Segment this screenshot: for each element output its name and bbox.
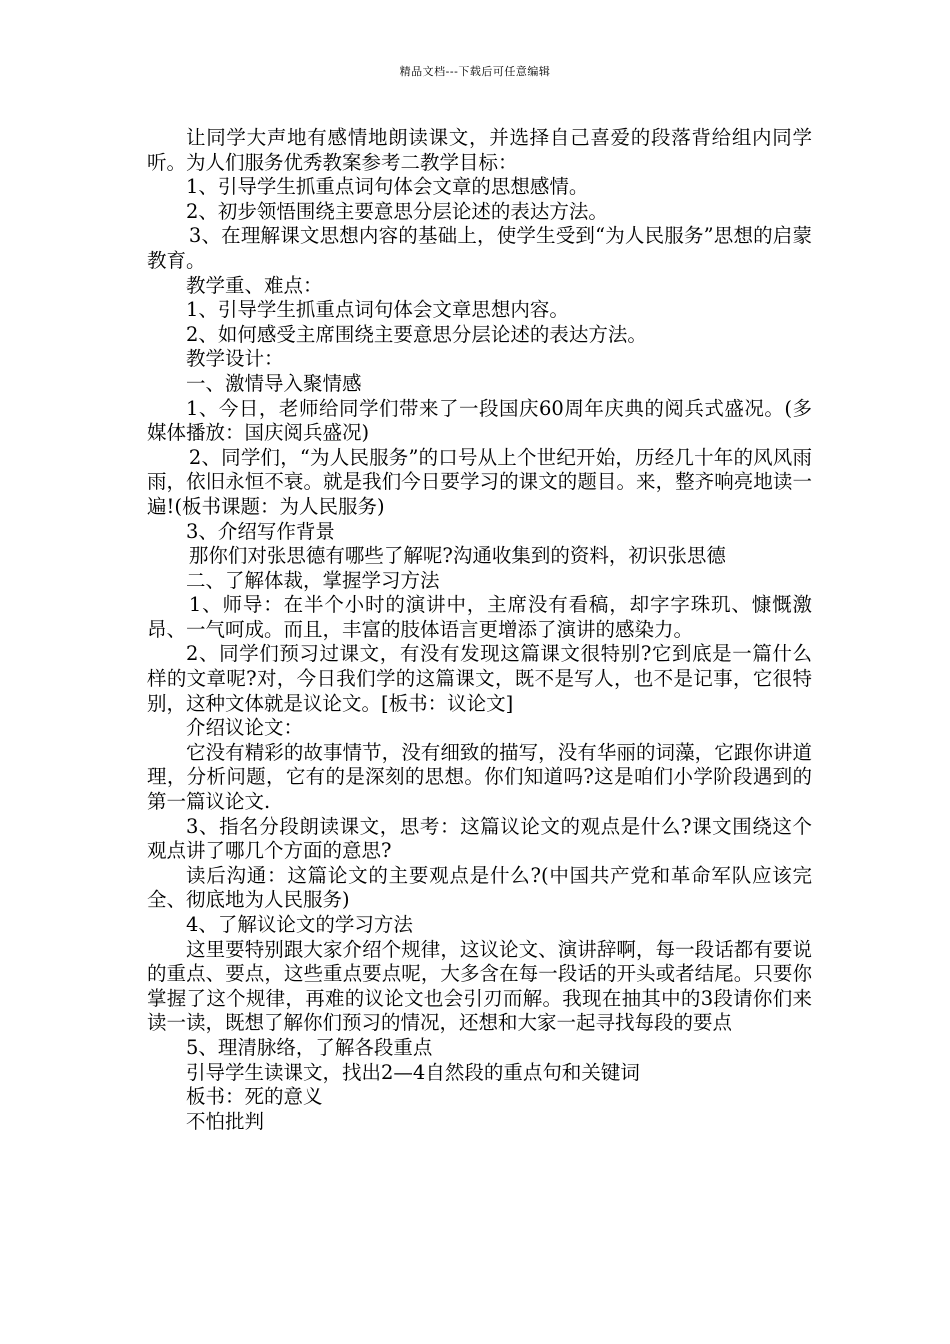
paragraph: 1、师导：在半个小时的演讲中，主席没有看稿，却字字珠玑、慷慨激昂、一气呵成。而且，丰富的肢体语言更增添了演讲的感染力。 [147, 593, 812, 641]
paragraph: 它没有精彩的故事情节，没有细致的描写，没有华丽的词藻，它跟你讲道理，分析问题，它有的是深刻的思想。你们知道吗?这是咱们小学阶段遇到的第一篇议论文. [147, 740, 812, 814]
paragraph: 让同学大声地有感情地朗读课文，并选择自己喜爱的段落背给组内同学听。为人们服务优秀教案参考二教学目标： [147, 126, 812, 174]
page-header: 精品文档---下载后可任意编辑 [399, 65, 551, 78]
paragraph: 教学重、难点： [186, 273, 323, 297]
paragraph: 板书：死的意义 [186, 1085, 323, 1109]
paragraph: 1、引导学生抓重点词句体会文章的思想感情。 [186, 175, 589, 199]
paragraph: 2、初步领悟围绕主要意思分层论述的表达方法。 [186, 199, 608, 223]
paragraph: 3、在理解课文思想内容的基础上，使学生受到“为人民服务”思想的启蒙教育。 [147, 224, 812, 272]
paragraph: 教学设计： [186, 347, 284, 371]
paragraph: 这里要特别跟大家介绍个规律，这议论文、演讲辞啊，每一段话都有要说的重点、要点，这些重点要点呢，大多含在每一段话的开头或者结尾。只要你掌握了这个规律，再难的议论文也会引刃而解。我现在抽其中的3段请你们来读一读，既想了解你们预习的情况，还想和大家一起寻找每段的要点 [147, 937, 812, 1035]
paragraph: 不怕批判 [186, 1109, 265, 1133]
paragraph: 介绍议论文： [186, 716, 304, 740]
document-body [147, 126, 812, 1134]
paragraph: 2、同学们，“为人民服务”的口号从上个世纪开始，历经几十年的风风雨雨，依旧永恒不衰。就是我们今日要学习的课文的题目。来，整齐响亮地读一遍!(板书课题：为人民服务) [147, 445, 812, 518]
paragraph: 3、指名分段朗读课文，思考：这篇议论文的观点是什么?课文围绕这个观点讲了哪几个方面的意思? [147, 814, 812, 863]
paragraph: 引导学生读课文，找出2—4自然段的重点句和关键词 [186, 1060, 640, 1084]
paragraph: 4、了解议论文的学习方法 [186, 913, 413, 936]
paragraph: 1、今日，老师给同学们带来了一段国庆60周年庆典的阅兵式盛况。(多媒体播放：国庆阅兵盛况) [147, 396, 812, 445]
paragraph: 2、同学们预习过课文，有没有发现这篇课文很特别?它到底是一篇什么样的文章呢?对，今日我们学的这篇课文，既不是写人，也不是记事，它很特别，这种文体就是议论文。[板书：议论文] [147, 642, 812, 715]
paragraph: 5、理清脉络，了解各段重点 [186, 1035, 433, 1059]
paragraph: 3、介绍写作背景 [186, 519, 335, 543]
paragraph: 1、引导学生抓重点词句体会文章思想内容。 [186, 298, 569, 322]
section-heading: 二、了解体裁，掌握学习方法 [186, 568, 440, 592]
paragraph: 读后沟通：这篇论文的主要观点是什么?(中国共产党和革命军队应该完全、彻底地为人民服务) [147, 863, 812, 912]
paragraph: 那你们对张思德有哪些了解呢?沟通收集到的资料，初识张思德 [188, 544, 726, 568]
paragraph: 2、如何感受主席围绕主要意思分层论述的表达方法。 [186, 322, 647, 346]
section-heading: 一、激情导入聚情感 [186, 371, 362, 395]
